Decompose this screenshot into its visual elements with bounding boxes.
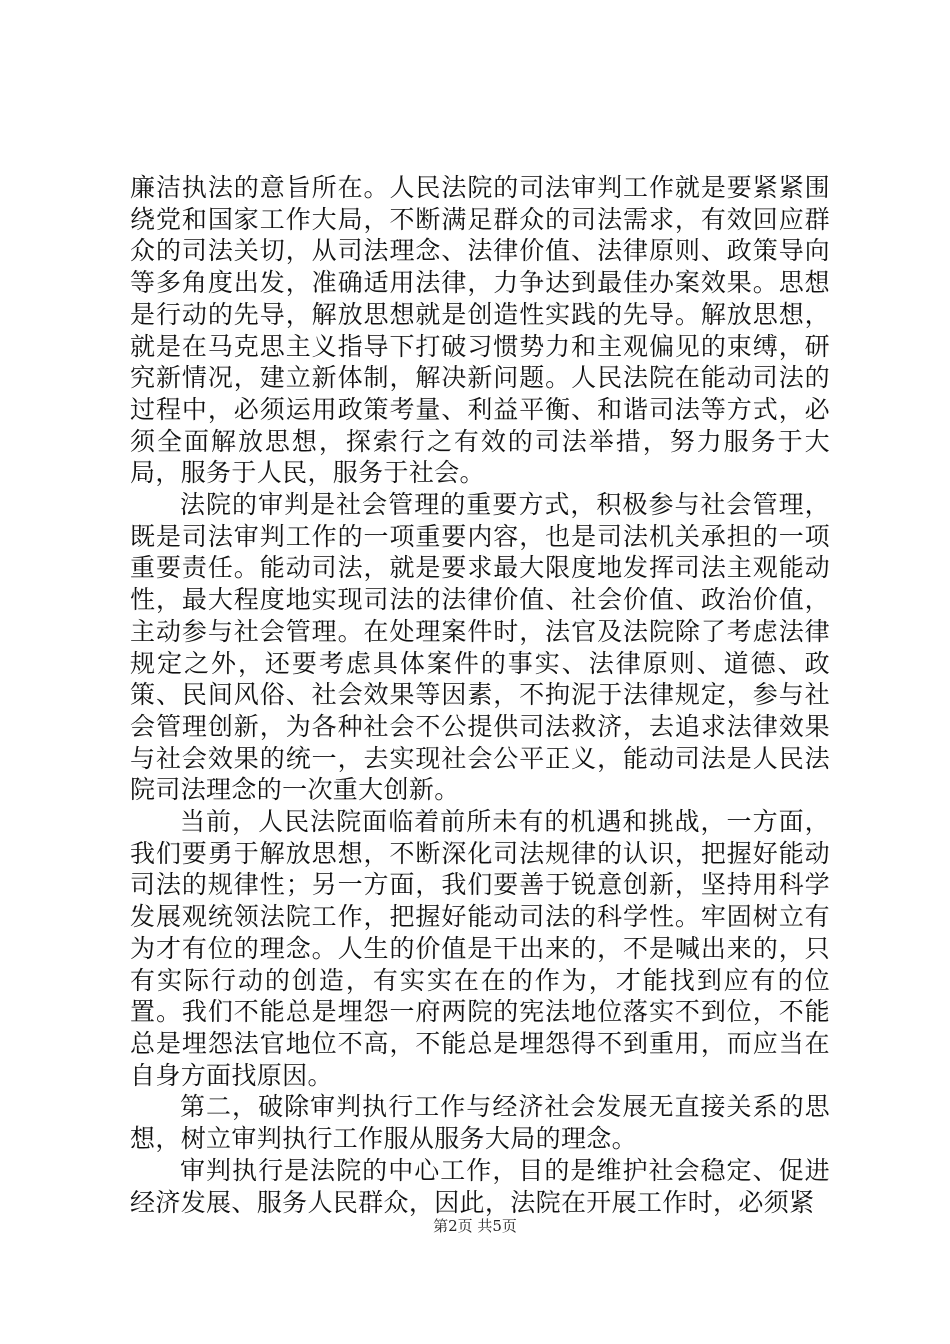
paragraph-1: 廉洁执法的意旨所在。人民法院的司法审判工作就是要紧紧围绕党和国家工作大局，不断满足群众的司法需求，有效回应群众的司法关切，从司法理念、法律价值、法律原则、政策导向等多角度出发，准确适用法律，力争达到最佳办案效果。思想是行动的先导，解放思想就是创造性实践的先导。解放思想，就是在马克思主义指导下打破习惯势力和主观偏见的束缚，研究新情况，建立新体制，解决新问题。人民法院在能动司法的过程中，必须运用政策考量、利益平衡、和谐司法等方式，必须全面解放思想，探索行之有效的司法举措，努力服务于大局，服务于人民，服务于社会。: [130, 173, 830, 488]
paragraph-2: 法院的审判是社会管理的重要方式，积极参与社会管理，既是司法审判工作的一项重要内容，也是司法机关承担的一项重要责任。能动司法，就是要求最大限度地发挥司法主观能动性，最大程度地实现司法的法律价值、社会价值、政治价值，主动参与社会管理。在处理案件时，法官及法院除了考虑法律规定之外，还要考虑具体案件的事实、法律原则、道德、政策、民间风俗、社会效果等因素，不拘泥于法律规定，参与社会管理创新，为各种社会不公提供司法救济，去追求法律效果与社会效果的统一，去实现社会公平正义，能动司法是人民法院司法理念的一次重大创新。: [130, 490, 830, 805]
paragraph-3: 当前，人民法院面临着前所未有的机遇和挑战，一方面，我们要勇于解放思想，不断深化司法规律的认识，把握好能动司法的规律性；另一方面，我们要善于锐意创新，坚持用科学发展观统领法院工作，把握好能动司法的科学性。牢固树立有为才有位的理念。人生的价值是干出来的，不是喊出来的，只有实际行动的创造，有实实在在的作为，才能找到应有的位置。我们不能总是埋怨一府两院的宪法地位落实不到位，不能总是埋怨法官地位不高，不能总是埋怨得不到重用，而应当在自身方面找原因。: [130, 807, 830, 1090]
page-footer: 第2页 共5页: [433, 1217, 517, 1235]
document-body: [130, 172, 830, 1218]
paragraph-5: 审判执行是法院的中心工作，目的是维护社会稳定、促进经济发展、服务人民群众，因此，法院在开展工作时，必须紧: [130, 1155, 830, 1217]
paragraph-4: 第二，破除审判执行工作与经济社会发展无直接关系的思想，树立审判执行工作服从服务大局的理念。: [130, 1092, 830, 1154]
